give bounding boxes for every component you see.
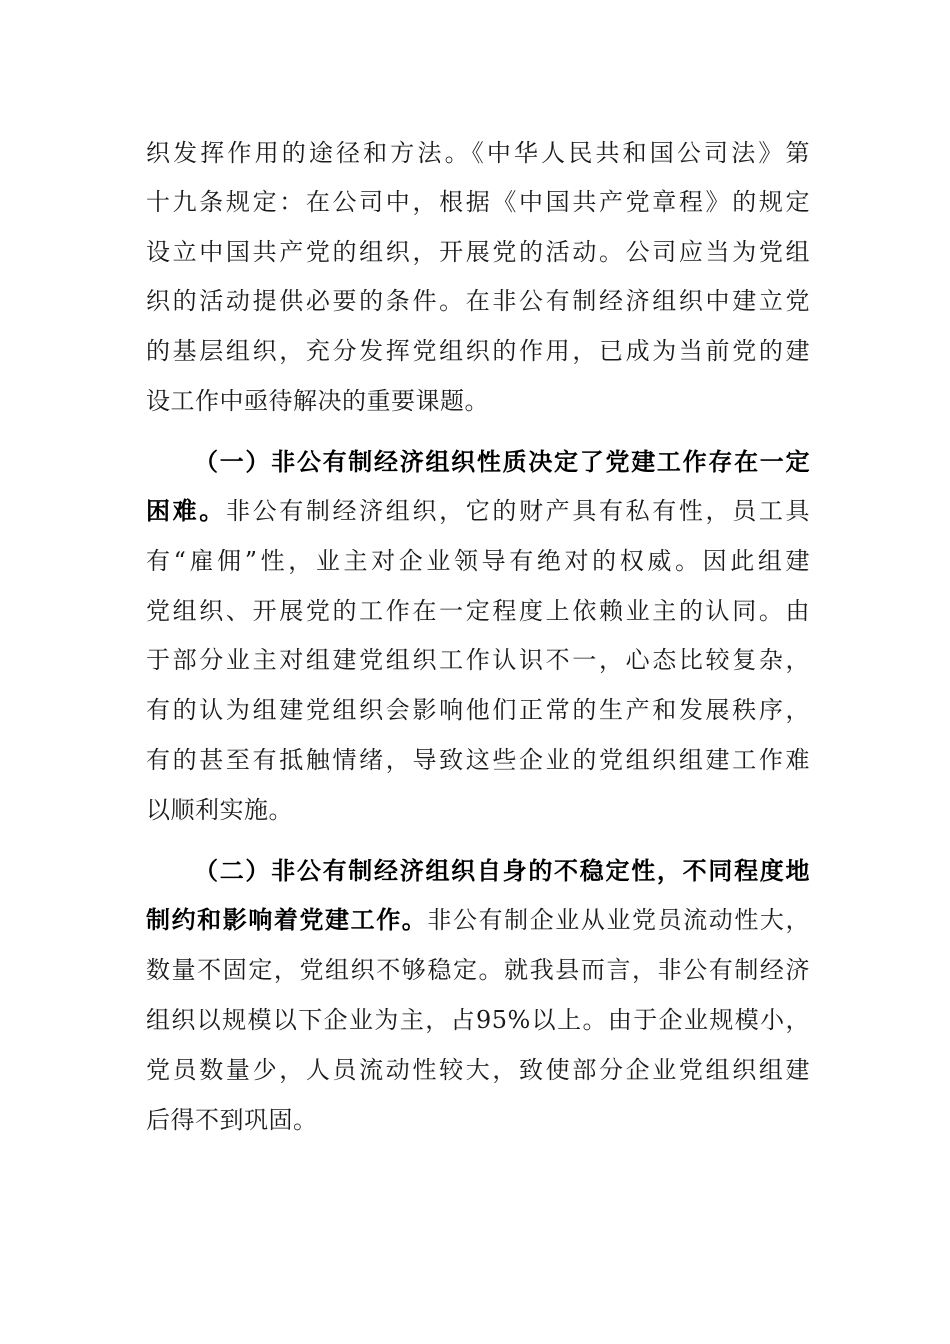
paragraph-line: 的基层组织，充分发挥党组织的作用，已成为当前党的建 — [146, 337, 810, 365]
paragraph-line: 有的认为组建党组织会影响他们正常的生产和发展秩序， — [146, 696, 810, 724]
paragraph-line: 织的活动提供必要的条件。在非公有制经济组织中建立党 — [146, 287, 810, 315]
paragraph-line: 于部分业主对组建党组织工作认识不一，心态比较复杂， — [146, 646, 810, 674]
paragraph-line: 十九条规定：在公司中，根据《中国共产党章程》的规定 — [146, 188, 810, 216]
paragraph-line: 组织以规模以下企业为主，占95%以上。由于企业规模小， — [146, 1006, 810, 1034]
paragraph-line: 后得不到巩固。 — [146, 1106, 318, 1134]
paragraph-line: 党员数量少，人员流动性较大，致使部分企业党组织组建 — [146, 1056, 810, 1084]
paragraph-line — [146, 905, 810, 935]
paragraph-line: 设立中国共产党的组织，开展党的活动。公司应当为党组 — [146, 238, 810, 266]
paragraph-text: 非公有制经济组织，它的财产具有私有性，员工具 — [225, 497, 810, 525]
section-heading-end: 制约和影响着党建工作。 — [146, 905, 428, 934]
paragraph-line: 有的甚至有抵触情绪，导致这些企业的党组织组建工作难 — [146, 746, 810, 774]
paragraph-line: 数量不固定，党组织不够稳定。就我县而言，非公有制经济 — [146, 956, 810, 984]
paragraph-text: 非公有制企业从业党员流动性大， — [427, 906, 811, 934]
paragraph-line: 设工作中亟待解决的重要课题。 — [146, 387, 489, 415]
paragraph-line: 织发挥作用的途径和方法。《中华人民共和国公司法》第 — [146, 139, 810, 167]
section-heading: （二）非公有制经济组织自身的不稳定性，不同程度地 — [194, 856, 810, 885]
paragraph-line: 党组织、开展党的工作在一定程度上依赖业主的认同。由 — [146, 597, 810, 625]
paragraph-line — [146, 496, 810, 526]
paragraph-line: 有“雇佣”性，业主对企业领导有绝对的权威。因此组建 — [146, 547, 810, 575]
section-heading-end: 困难。 — [146, 496, 226, 525]
paragraph-line: 以顺利实施。 — [146, 796, 293, 824]
section-heading: （一）非公有制经济组织性质决定了党建工作存在一定 — [194, 447, 810, 476]
